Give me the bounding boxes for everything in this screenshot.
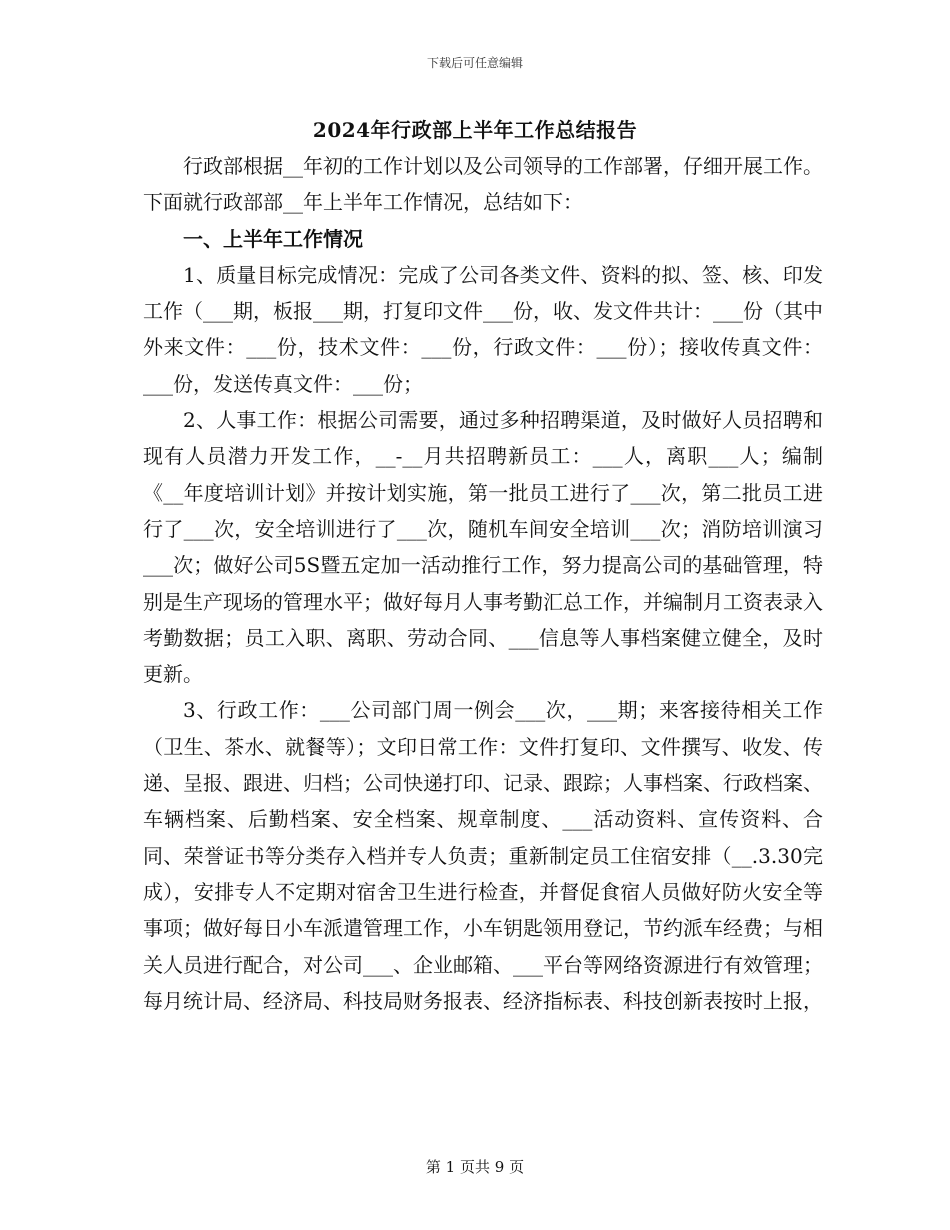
paragraph-admin: 3、行政工作：___公司部门周一例会___次，___期；来客接待相关工作（卫生、茶水、就餐等）；文印日常工作：文件打复印、文件撰写、收发、传递、呈报、跟进、归档；公司快递打印、记录、跟踪；人事档案、行政档案、车辆档案、后勤档案、安全档案、规章制度、___活动资料、宣传资料、合同、荣誉证书等分类存入档并专人负责；重新制定员工住宿安排（__.3.30完成），安排专人不定期对宿舍卫生进行检查，并督促食宿人员做好防火安全等事项；做好每日小车派遣管理工作，小车钥匙领用登记，节约派车经费；与相关人员进行配合，对公司___、企业邮箱、___平台等网络资源进行有效管理；每月统计局、经济局、科技局财务报表、经济指标表、科技创新表按时上报， — [143, 698, 823, 1013]
header-note: 下载后可任意编辑 — [426, 56, 523, 70]
intro-paragraph: 行政部根据__年初的工作计划以及公司领导的工作部署，仔细开展工作。下面就行政部部__年上半年工作情况，总结如下： — [143, 154, 823, 215]
page-footer: 第 1 页共 9 页 — [425, 1158, 525, 1176]
document-title: 2024年行政部上半年工作总结报告 — [312, 118, 638, 142]
section-heading: 一、上半年工作情况 — [183, 226, 363, 251]
paragraph-quality: 1、质量目标完成情况：完成了公司各类文件、资料的拟、签、核、印发工作（___期，板报___期，打复印文件___份，收、发文件共计：___份（其中外来文件：___份，技术文件：___份，行政文件：___份）；接收传真文件：___份，发送传真文件：___份； — [143, 262, 823, 396]
document-body — [143, 148, 823, 1019]
paragraph-hr: 2、人事工作：根据公司需要，通过多种招聘渠道，及时做好人员招聘和现有人员潜力开发工作，__-__月共招聘新员工：___人，离职___人；编制《__年度培训计划》并按计划实施，第一批员工进行了___次，第二批员工进行了___次，安全培训进行了___次，随机车间安全培训___次；消防培训演习___次；做好公司5S暨五定加一活动推行工作，努力提高公司的基础管理，特别是生产现场的管理水平；做好每月人事考勤汇总工作，并编制月工资表录入考勤数据；员工入职、离职、劳动合同、___信息等人事档案健立健全，及时更新。 — [143, 408, 823, 687]
